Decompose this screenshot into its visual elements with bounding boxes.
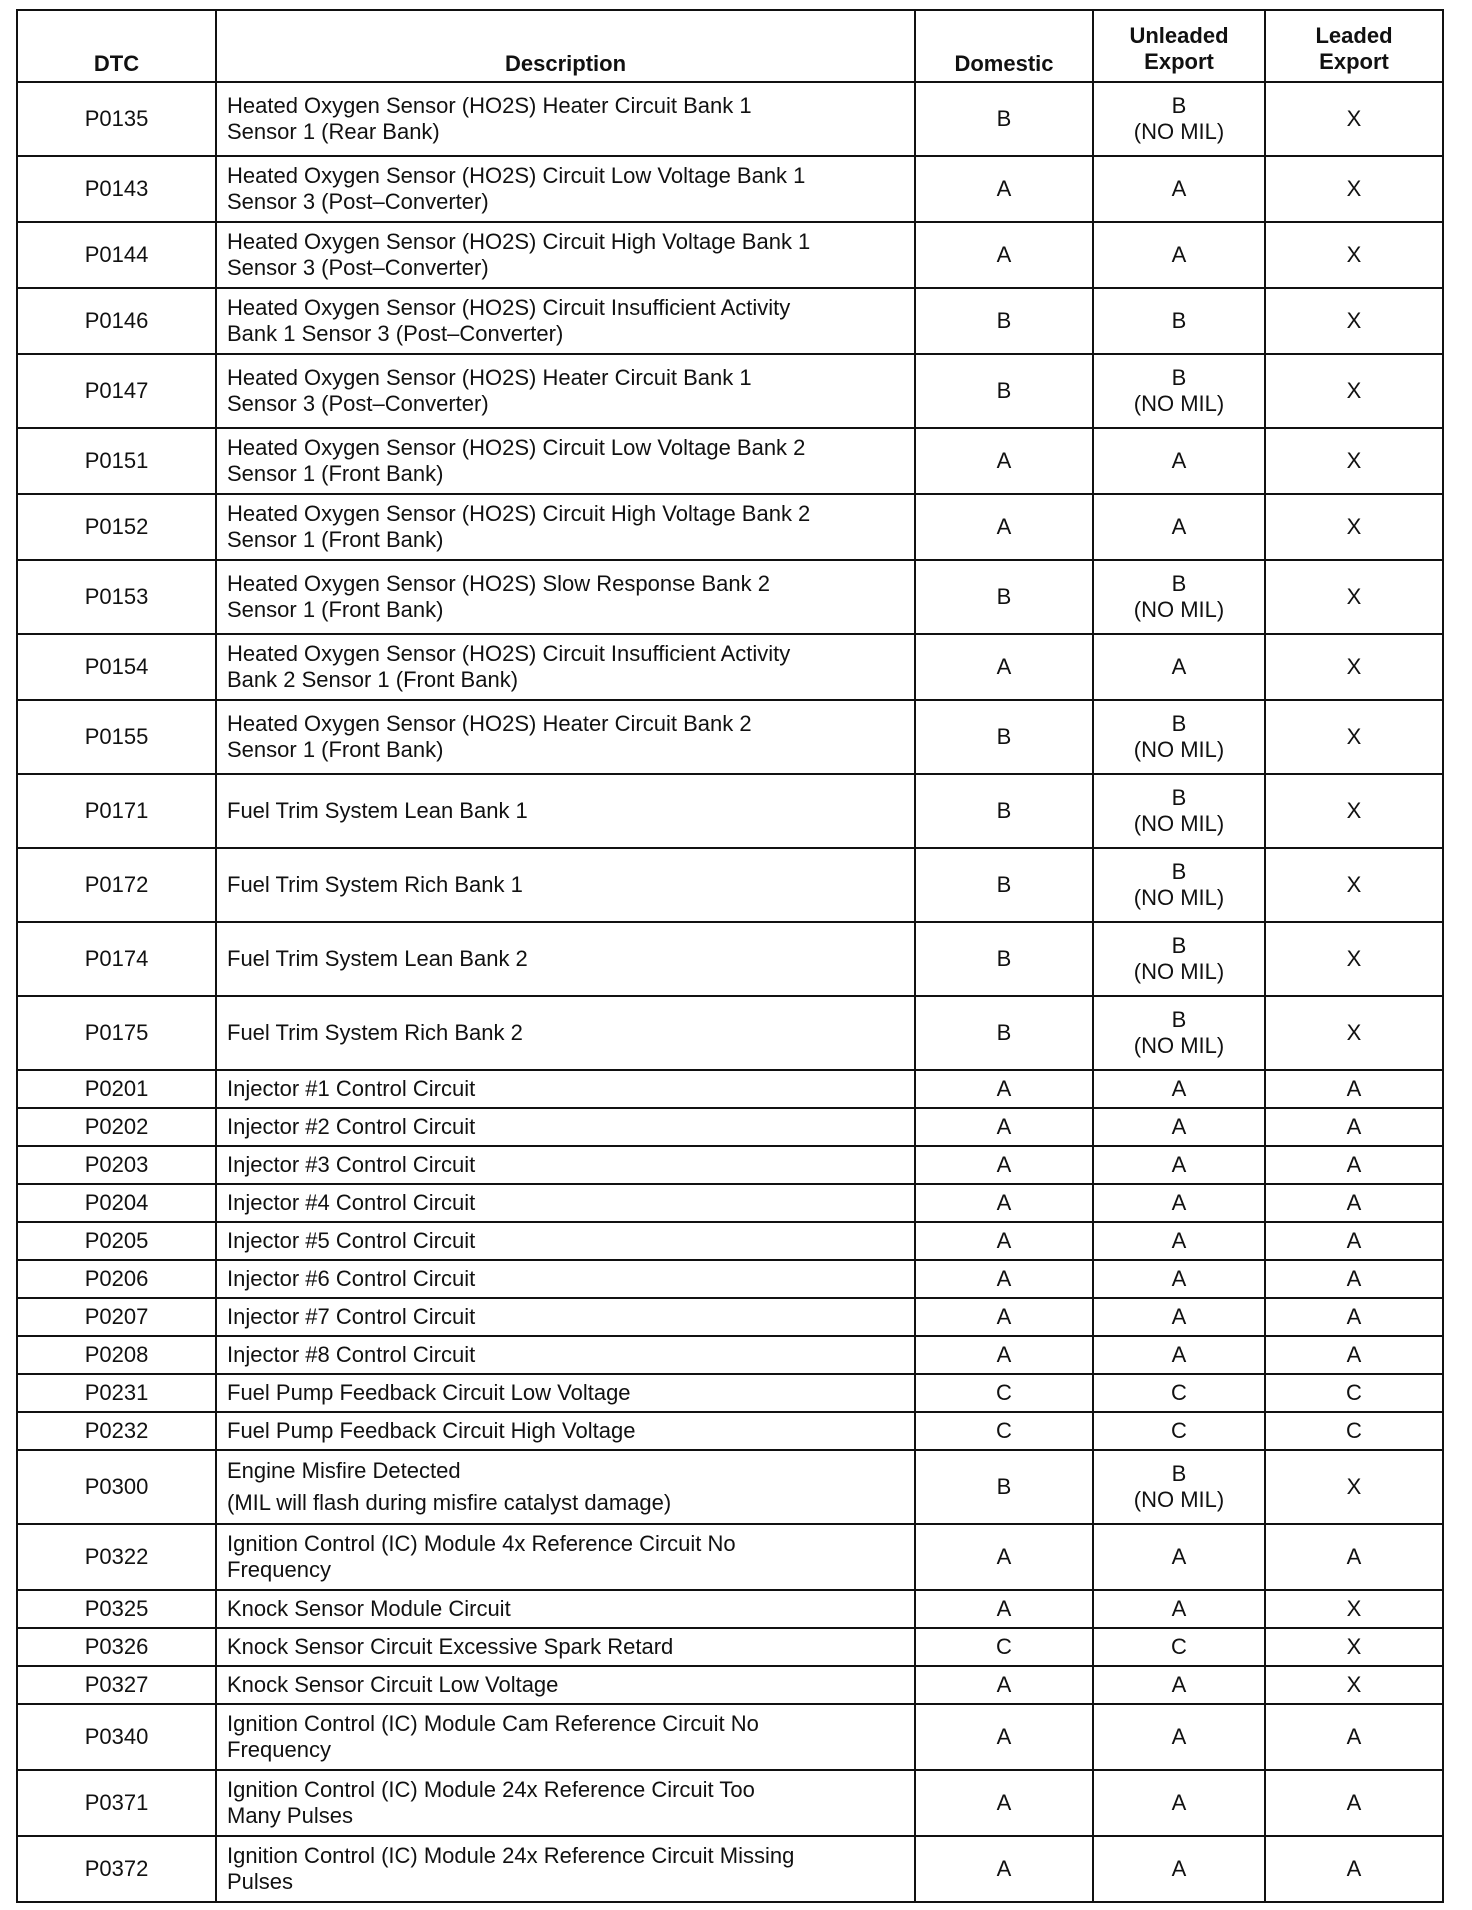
leaded-export-cell: X bbox=[1265, 354, 1443, 428]
domestic-cell: B bbox=[915, 996, 1093, 1070]
leaded-export-cell: A bbox=[1265, 1298, 1443, 1336]
domestic-cell: A bbox=[915, 156, 1093, 222]
table-row bbox=[17, 1222, 1443, 1260]
unleaded-export-cell: A bbox=[1093, 1770, 1265, 1836]
leaded-export-cell: A bbox=[1265, 1704, 1443, 1770]
description-cell: Heated Oxygen Sensor (HO2S) Circuit Low Voltage Bank 1 Sensor 3 (Post–Converter) bbox=[216, 156, 915, 222]
unleaded-export-cell: A bbox=[1093, 1298, 1265, 1336]
unleaded-export-cell: A bbox=[1093, 1146, 1265, 1184]
description-cell: Heated Oxygen Sensor (HO2S) Circuit Insufficient Activity Bank 2 Sensor 1 (Front Bank) bbox=[216, 634, 915, 700]
unleaded-export-cell: C bbox=[1093, 1412, 1265, 1450]
description-cell: Injector #6 Control Circuit bbox=[216, 1260, 915, 1298]
leaded-export-cell: X bbox=[1265, 82, 1443, 156]
table-row bbox=[17, 1108, 1443, 1146]
header-leaded-export: Leaded Export bbox=[1265, 10, 1443, 82]
unleaded-export-cell: A bbox=[1093, 1336, 1265, 1374]
table-row bbox=[17, 922, 1443, 996]
leaded-export-cell: X bbox=[1265, 700, 1443, 774]
leaded-export-cell: X bbox=[1265, 428, 1443, 494]
dtc-cell: P0155 bbox=[17, 700, 216, 774]
table-row bbox=[17, 1524, 1443, 1590]
table-row bbox=[17, 848, 1443, 922]
description-cell: Fuel Trim System Rich Bank 2 bbox=[216, 996, 915, 1070]
table-row bbox=[17, 1628, 1443, 1666]
domestic-cell: A bbox=[915, 1108, 1093, 1146]
domestic-cell: B bbox=[915, 922, 1093, 996]
table-row bbox=[17, 1184, 1443, 1222]
leaded-export-cell: C bbox=[1265, 1412, 1443, 1450]
description-cell: Ignition Control (IC) Module 24x Reference Circuit Missing Pulses bbox=[216, 1836, 915, 1902]
dtc-cell: P0154 bbox=[17, 634, 216, 700]
header-unleaded-export: Unleaded Export bbox=[1093, 10, 1265, 82]
leaded-export-cell: A bbox=[1265, 1070, 1443, 1108]
table-row bbox=[17, 222, 1443, 288]
leaded-export-cell: A bbox=[1265, 1260, 1443, 1298]
leaded-export-cell: A bbox=[1265, 1146, 1443, 1184]
table-row bbox=[17, 1450, 1443, 1524]
domestic-cell: B bbox=[915, 774, 1093, 848]
unleaded-export-cell: A bbox=[1093, 1260, 1265, 1298]
unleaded-export-cell: B (NO MIL) bbox=[1093, 848, 1265, 922]
description-cell: Heated Oxygen Sensor (HO2S) Slow Response Bank 2 Sensor 1 (Front Bank) bbox=[216, 560, 915, 634]
leaded-export-cell: X bbox=[1265, 1666, 1443, 1704]
dtc-cell: P0201 bbox=[17, 1070, 216, 1108]
table-row bbox=[17, 288, 1443, 354]
leaded-export-cell: A bbox=[1265, 1222, 1443, 1260]
unleaded-export-cell: B (NO MIL) bbox=[1093, 774, 1265, 848]
unleaded-export-cell: A bbox=[1093, 1836, 1265, 1902]
header-row bbox=[17, 10, 1443, 82]
table-row bbox=[17, 1336, 1443, 1374]
leaded-export-cell: X bbox=[1265, 848, 1443, 922]
dtc-cell: P0144 bbox=[17, 222, 216, 288]
dtc-cell: P0327 bbox=[17, 1666, 216, 1704]
dtc-cell: P0152 bbox=[17, 494, 216, 560]
unleaded-export-cell: B (NO MIL) bbox=[1093, 996, 1265, 1070]
header-domestic: Domestic bbox=[915, 10, 1093, 82]
unleaded-export-cell: B (NO MIL) bbox=[1093, 354, 1265, 428]
unleaded-export-cell: A bbox=[1093, 634, 1265, 700]
dtc-cell: P0151 bbox=[17, 428, 216, 494]
unleaded-export-cell: A bbox=[1093, 1524, 1265, 1590]
dtc-cell: P0146 bbox=[17, 288, 216, 354]
description-cell: Ignition Control (IC) Module Cam Reference Circuit No Frequency bbox=[216, 1704, 915, 1770]
leaded-export-cell: X bbox=[1265, 634, 1443, 700]
table-row bbox=[17, 82, 1443, 156]
domestic-cell: A bbox=[915, 428, 1093, 494]
domestic-cell: A bbox=[915, 1336, 1093, 1374]
table-row bbox=[17, 1298, 1443, 1336]
leaded-export-cell: X bbox=[1265, 1450, 1443, 1524]
domestic-cell: A bbox=[915, 1070, 1093, 1108]
description-cell: Knock Sensor Circuit Low Voltage bbox=[216, 1666, 915, 1704]
table-row bbox=[17, 1666, 1443, 1704]
table-row bbox=[17, 1070, 1443, 1108]
unleaded-export-cell: A bbox=[1093, 1184, 1265, 1222]
description-cell: Fuel Pump Feedback Circuit Low Voltage bbox=[216, 1374, 915, 1412]
description-cell: Heated Oxygen Sensor (HO2S) Heater Circuit Bank 2 Sensor 1 (Front Bank) bbox=[216, 700, 915, 774]
leaded-export-cell: X bbox=[1265, 560, 1443, 634]
leaded-export-cell: A bbox=[1265, 1524, 1443, 1590]
leaded-export-cell: X bbox=[1265, 288, 1443, 354]
description-cell: Ignition Control (IC) Module 4x Reference Circuit No Frequency bbox=[216, 1524, 915, 1590]
dtc-cell: P0371 bbox=[17, 1770, 216, 1836]
dtc-cell: P0207 bbox=[17, 1298, 216, 1336]
table-row bbox=[17, 634, 1443, 700]
table-row bbox=[17, 428, 1443, 494]
table-row bbox=[17, 996, 1443, 1070]
leaded-export-cell: X bbox=[1265, 156, 1443, 222]
dtc-cell: P0202 bbox=[17, 1108, 216, 1146]
table-row bbox=[17, 1590, 1443, 1628]
unleaded-export-cell: A bbox=[1093, 222, 1265, 288]
description-cell: Injector #8 Control Circuit bbox=[216, 1336, 915, 1374]
description-cell: Injector #2 Control Circuit bbox=[216, 1108, 915, 1146]
domestic-cell: A bbox=[915, 1260, 1093, 1298]
dtc-cell: P0208 bbox=[17, 1336, 216, 1374]
domestic-cell: A bbox=[915, 1184, 1093, 1222]
unleaded-export-cell: A bbox=[1093, 494, 1265, 560]
unleaded-export-cell: B (NO MIL) bbox=[1093, 1450, 1265, 1524]
dtc-cell: P0205 bbox=[17, 1222, 216, 1260]
table-row bbox=[17, 156, 1443, 222]
domestic-cell: C bbox=[915, 1628, 1093, 1666]
table-row bbox=[17, 1146, 1443, 1184]
domestic-cell: A bbox=[915, 1146, 1093, 1184]
table-row bbox=[17, 700, 1443, 774]
table-row bbox=[17, 1374, 1443, 1412]
description-cell: Heated Oxygen Sensor (HO2S) Heater Circuit Bank 1 Sensor 3 (Post–Converter) bbox=[216, 354, 915, 428]
unleaded-export-cell: B (NO MIL) bbox=[1093, 700, 1265, 774]
table-row bbox=[17, 1412, 1443, 1450]
table-row bbox=[17, 354, 1443, 428]
leaded-export-cell: C bbox=[1265, 1374, 1443, 1412]
dtc-cell: P0143 bbox=[17, 156, 216, 222]
domestic-cell: B bbox=[915, 848, 1093, 922]
description-cell: Heated Oxygen Sensor (HO2S) Circuit High Voltage Bank 2 Sensor 1 (Front Bank) bbox=[216, 494, 915, 560]
domestic-cell: A bbox=[915, 1524, 1093, 1590]
domestic-cell: A bbox=[915, 1666, 1093, 1704]
table-row bbox=[17, 560, 1443, 634]
domestic-cell: B bbox=[915, 1450, 1093, 1524]
dtc-cell: P0204 bbox=[17, 1184, 216, 1222]
domestic-cell: A bbox=[915, 1836, 1093, 1902]
description-cell: Fuel Trim System Lean Bank 1 bbox=[216, 774, 915, 848]
table-body bbox=[17, 82, 1443, 1902]
unleaded-export-cell: A bbox=[1093, 156, 1265, 222]
description-cell: Knock Sensor Circuit Excessive Spark Retard bbox=[216, 1628, 915, 1666]
domestic-cell: A bbox=[915, 494, 1093, 560]
domestic-cell: A bbox=[915, 1770, 1093, 1836]
description-cell: Knock Sensor Module Circuit bbox=[216, 1590, 915, 1628]
description-cell: Injector #4 Control Circuit bbox=[216, 1184, 915, 1222]
leaded-export-cell: A bbox=[1265, 1184, 1443, 1222]
unleaded-export-cell: A bbox=[1093, 1222, 1265, 1260]
domestic-cell: B bbox=[915, 82, 1093, 156]
leaded-export-cell: X bbox=[1265, 922, 1443, 996]
domestic-cell: A bbox=[915, 1298, 1093, 1336]
leaded-export-cell: A bbox=[1265, 1770, 1443, 1836]
unleaded-export-cell: A bbox=[1093, 1666, 1265, 1704]
domestic-cell: C bbox=[915, 1412, 1093, 1450]
table-row bbox=[17, 1260, 1443, 1298]
dtc-cell: P0300 bbox=[17, 1450, 216, 1524]
domestic-cell: B bbox=[915, 288, 1093, 354]
domestic-cell: A bbox=[915, 1590, 1093, 1628]
domestic-cell: B bbox=[915, 560, 1093, 634]
dtc-cell: P0231 bbox=[17, 1374, 216, 1412]
table-row bbox=[17, 1836, 1443, 1902]
dtc-cell: P0326 bbox=[17, 1628, 216, 1666]
dtc-cell: P0135 bbox=[17, 82, 216, 156]
unleaded-export-cell: A bbox=[1093, 428, 1265, 494]
leaded-export-cell: X bbox=[1265, 222, 1443, 288]
leaded-export-cell: X bbox=[1265, 1628, 1443, 1666]
description-cell: Injector #3 Control Circuit bbox=[216, 1146, 915, 1184]
domestic-cell: A bbox=[915, 1222, 1093, 1260]
header-dtc: DTC bbox=[17, 10, 216, 82]
table-row bbox=[17, 1770, 1443, 1836]
leaded-export-cell: A bbox=[1265, 1836, 1443, 1902]
dtc-cell: P0171 bbox=[17, 774, 216, 848]
description-cell: Injector #1 Control Circuit bbox=[216, 1070, 915, 1108]
dtc-cell: P0153 bbox=[17, 560, 216, 634]
dtc-cell: P0372 bbox=[17, 1836, 216, 1902]
unleaded-export-cell: B (NO MIL) bbox=[1093, 922, 1265, 996]
unleaded-export-cell: A bbox=[1093, 1590, 1265, 1628]
description-cell: Engine Misfire Detected (MIL will flash during misfire catalyst damage) bbox=[216, 1450, 915, 1524]
table-row bbox=[17, 1704, 1443, 1770]
unleaded-export-cell: B (NO MIL) bbox=[1093, 82, 1265, 156]
unleaded-export-cell: B bbox=[1093, 288, 1265, 354]
leaded-export-cell: X bbox=[1265, 996, 1443, 1070]
description-cell: Fuel Trim System Rich Bank 1 bbox=[216, 848, 915, 922]
leaded-export-cell: A bbox=[1265, 1108, 1443, 1146]
dtc-cell: P0232 bbox=[17, 1412, 216, 1450]
unleaded-export-cell: C bbox=[1093, 1628, 1265, 1666]
leaded-export-cell: X bbox=[1265, 774, 1443, 848]
domestic-cell: A bbox=[915, 222, 1093, 288]
table-row bbox=[17, 774, 1443, 848]
domestic-cell: A bbox=[915, 634, 1093, 700]
dtc-table bbox=[16, 9, 1444, 1903]
description-cell: Injector #7 Control Circuit bbox=[216, 1298, 915, 1336]
description-cell: Ignition Control (IC) Module 24x Reference Circuit Too Many Pulses bbox=[216, 1770, 915, 1836]
leaded-export-cell: A bbox=[1265, 1336, 1443, 1374]
dtc-cell: P0147 bbox=[17, 354, 216, 428]
unleaded-export-cell: A bbox=[1093, 1108, 1265, 1146]
dtc-cell: P0206 bbox=[17, 1260, 216, 1298]
description-cell: Fuel Trim System Lean Bank 2 bbox=[216, 922, 915, 996]
description-cell: Heated Oxygen Sensor (HO2S) Heater Circuit Bank 1 Sensor 1 (Rear Bank) bbox=[216, 82, 915, 156]
header-description: Description bbox=[216, 10, 915, 82]
dtc-cell: P0172 bbox=[17, 848, 216, 922]
description-cell: Heated Oxygen Sensor (HO2S) Circuit Insufficient Activity Bank 1 Sensor 3 (Post–Converter) bbox=[216, 288, 915, 354]
unleaded-export-cell: A bbox=[1093, 1070, 1265, 1108]
description-cell: Heated Oxygen Sensor (HO2S) Circuit Low Voltage Bank 2 Sensor 1 (Front Bank) bbox=[216, 428, 915, 494]
leaded-export-cell: X bbox=[1265, 1590, 1443, 1628]
domestic-cell: A bbox=[915, 1704, 1093, 1770]
dtc-cell: P0203 bbox=[17, 1146, 216, 1184]
dtc-cell: P0322 bbox=[17, 1524, 216, 1590]
unleaded-export-cell: A bbox=[1093, 1704, 1265, 1770]
description-cell: Fuel Pump Feedback Circuit High Voltage bbox=[216, 1412, 915, 1450]
description-cell: Heated Oxygen Sensor (HO2S) Circuit High Voltage Bank 1 Sensor 3 (Post–Converter) bbox=[216, 222, 915, 288]
dtc-cell: P0340 bbox=[17, 1704, 216, 1770]
domestic-cell: C bbox=[915, 1374, 1093, 1412]
domestic-cell: B bbox=[915, 700, 1093, 774]
dtc-cell: P0175 bbox=[17, 996, 216, 1070]
dtc-cell: P0325 bbox=[17, 1590, 216, 1628]
unleaded-export-cell: C bbox=[1093, 1374, 1265, 1412]
domestic-cell: B bbox=[915, 354, 1093, 428]
leaded-export-cell: X bbox=[1265, 494, 1443, 560]
dtc-cell: P0174 bbox=[17, 922, 216, 996]
unleaded-export-cell: B (NO MIL) bbox=[1093, 560, 1265, 634]
table-row bbox=[17, 494, 1443, 560]
description-cell: Injector #5 Control Circuit bbox=[216, 1222, 915, 1260]
